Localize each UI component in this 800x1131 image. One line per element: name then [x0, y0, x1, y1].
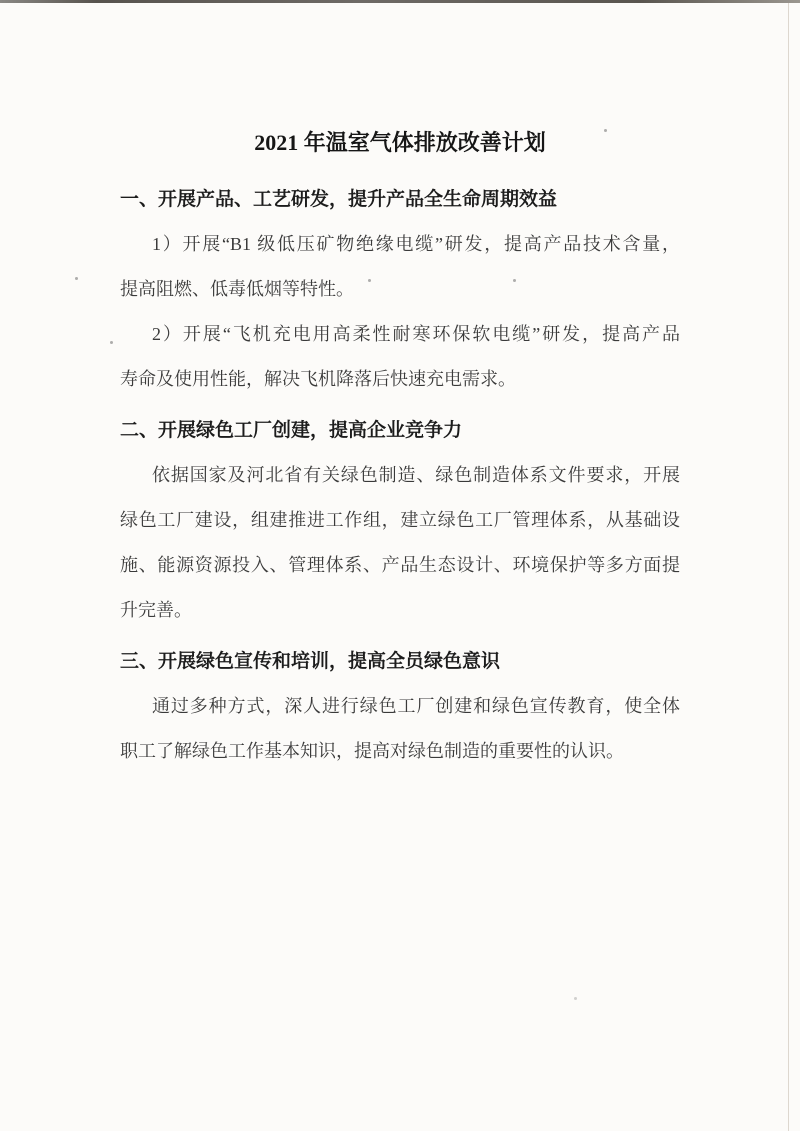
scan-artifact-right-edge: [788, 3, 789, 1131]
body-line: 职工了解绿色工作基本知识，提高对绿色制造的重要性的认识。: [120, 741, 624, 761]
scan-speck: [110, 341, 113, 344]
section-green-training: [120, 639, 680, 774]
body-line: 提高阻燃、低毒低烟等特性。: [120, 279, 354, 299]
body-line: 依据国家及河北省有关绿色制造、绿色制造体系文件要求，开展: [152, 465, 680, 485]
body-line: 通过多种方式，深人进行绿色工厂创建和绿色宣传教育，使全体: [152, 696, 680, 716]
document-title: 2021 年温室气体排放改善计划: [254, 130, 546, 155]
section-heading: 一、开展产品、工艺研发，提升产品全生命周期效益: [120, 189, 558, 210]
body-line: 绿色工厂建设，组建推进工作组，建立绿色工厂管理体系，从基础设: [120, 510, 680, 530]
body-line: 2）开展“飞机充电用高柔性耐寒环保软电缆”研发，提高产品: [152, 324, 680, 344]
body-line: 寿命及使用性能，解决飞机降落后快速充电需求。: [120, 369, 516, 389]
document-content: [120, 120, 680, 774]
body-line: 升完善。: [120, 600, 192, 620]
section-green-factory: [120, 408, 680, 633]
section-heading: 二、开展绿色工厂创建，提高企业竞争力: [120, 420, 463, 441]
scan-speck: [75, 277, 78, 280]
scan-artifact-top-edge: [0, 0, 800, 3]
scan-speck: [574, 997, 577, 1000]
body-line: 1）开展“B1 级低压矿物绝缘电缆”研发，提高产品技术含量，: [152, 234, 680, 254]
body-line: 施、能源资源投入、管理体系、产品生态设计、环境保护等多方面提: [120, 555, 680, 575]
section-heading: 三、开展绿色宣传和培训，提高全员绿色意识: [120, 651, 501, 672]
section-products-rnd: [120, 177, 680, 402]
